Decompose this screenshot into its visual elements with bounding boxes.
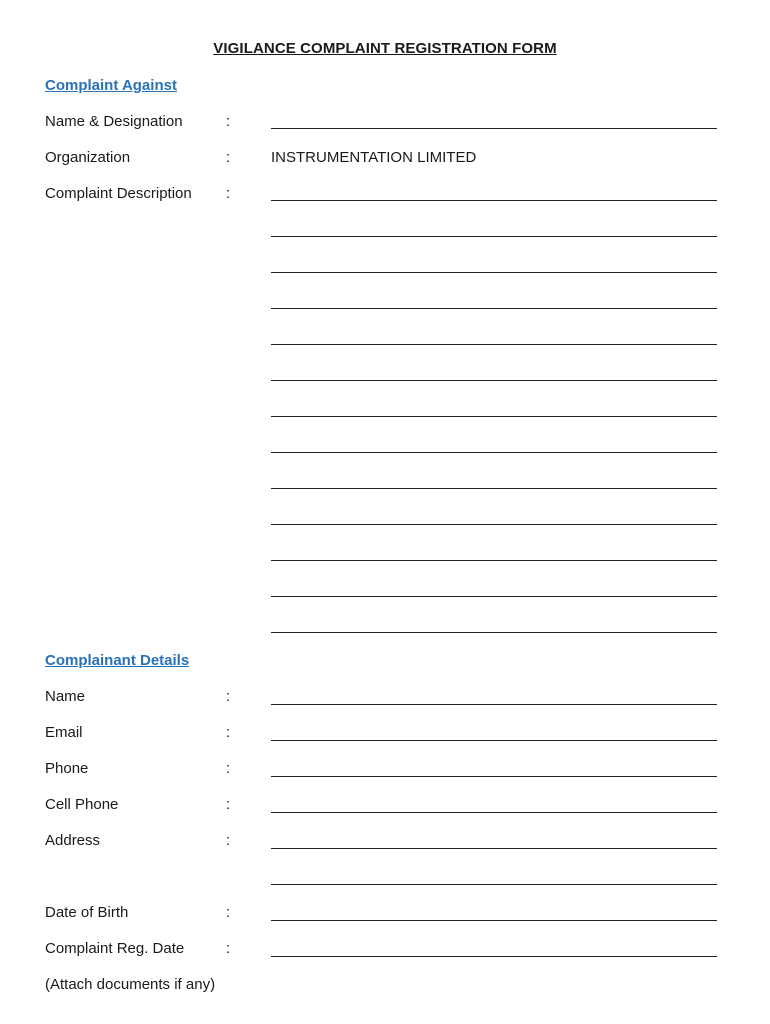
cell-phone-field[interactable] [271, 812, 717, 813]
name-designation-label: Name & Designation [45, 113, 183, 130]
phone-field[interactable] [271, 776, 717, 777]
phone-label: Phone [45, 760, 89, 777]
name-designation-field[interactable] [271, 128, 717, 129]
attach-documents-note: (Attach documents if any) [45, 976, 216, 993]
address-label: Address [45, 832, 101, 849]
colon: : [226, 796, 231, 813]
date-of-birth-field[interactable] [271, 920, 717, 921]
colon: : [226, 940, 231, 957]
section-heading-complaint-against: Complaint Against [45, 77, 177, 94]
address-field-line[interactable] [271, 848, 717, 849]
complaint-description-line[interactable] [271, 380, 717, 381]
organization-value: INSTRUMENTATION LIMITED [271, 149, 477, 166]
complaint-description-line[interactable] [271, 344, 717, 345]
complaint-description-line[interactable] [271, 416, 717, 417]
complaint-description-line[interactable] [271, 452, 717, 453]
complaint-description-line[interactable] [271, 236, 717, 237]
section-heading-complainant-details: Complainant Details [45, 652, 190, 669]
complaint-description-line[interactable] [271, 524, 717, 525]
date-of-birth-label: Date of Birth [45, 904, 129, 921]
colon: : [226, 832, 231, 849]
address-field-line[interactable] [271, 884, 717, 885]
organization-label: Organization [45, 149, 131, 166]
complaint-description-line[interactable] [271, 272, 717, 273]
complaint-description-label: Complaint Description [45, 185, 192, 202]
colon: : [226, 185, 231, 202]
complaint-description-line[interactable] [271, 632, 717, 633]
complaint-reg-date-field[interactable] [271, 956, 717, 957]
colon: : [226, 760, 231, 777]
complaint-description-line[interactable] [271, 488, 717, 489]
colon: : [226, 904, 231, 921]
email-label: Email [45, 724, 83, 741]
cell-phone-label: Cell Phone [45, 796, 119, 813]
name-field[interactable] [271, 704, 717, 705]
form-title: VIGILANCE COMPLAINT REGISTRATION FORM [213, 40, 557, 57]
complaint-description-line[interactable] [271, 200, 717, 201]
colon: : [226, 688, 231, 705]
email-field[interactable] [271, 740, 717, 741]
colon: : [226, 113, 231, 130]
complaint-reg-date-label: Complaint Reg. Date [45, 940, 185, 957]
complaint-description-line[interactable] [271, 308, 717, 309]
complaint-description-line[interactable] [271, 560, 717, 561]
colon: : [226, 724, 231, 741]
colon: : [226, 149, 231, 166]
name-label: Name [45, 688, 86, 705]
complaint-description-line[interactable] [271, 596, 717, 597]
